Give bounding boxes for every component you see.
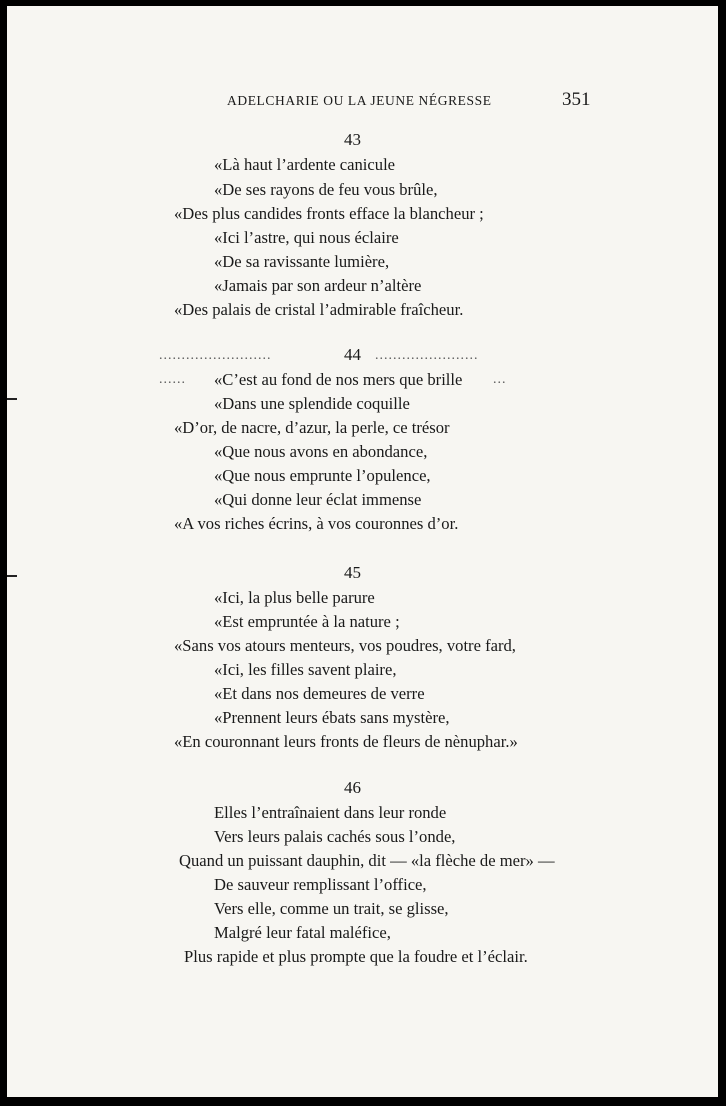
verse-line: «Ici, les filles savent plaire, bbox=[214, 660, 397, 679]
stanza-number: 43 bbox=[344, 130, 361, 149]
verse-line: «Et dans nos demeures de verre bbox=[214, 684, 425, 703]
verse-line: «Que nous emprunte l’opulence, bbox=[214, 466, 431, 485]
verse-line: «Que nous avons en abondance, bbox=[214, 442, 428, 461]
verse-line: «De sa ravissante lumière, bbox=[214, 252, 390, 271]
stanza-number: 46 bbox=[344, 778, 361, 797]
verse-line: «D’or, de nacre, d’azur, la perle, ce trésor bbox=[174, 418, 450, 437]
verse-line: «Ici l’astre, qui nous éclaire bbox=[214, 228, 399, 247]
verse-line: Vers elle, comme un trait, se glisse, bbox=[214, 899, 449, 918]
verse-line: «En couronnant leurs fronts de fleurs de nènuphar.» bbox=[174, 732, 518, 751]
running-title: ADELCHARIE OU LA JEUNE NÉGRESSE bbox=[227, 93, 492, 108]
verse-line: «Est empruntée à la nature ; bbox=[214, 612, 400, 631]
verse-line: «Là haut l’ardente canicule bbox=[214, 155, 396, 174]
verse-line: «Ici, la plus belle parure bbox=[214, 588, 375, 607]
dotted-leader: ....................... bbox=[375, 348, 479, 363]
verse-line: Elles l’entraînaient dans leur ronde bbox=[214, 803, 447, 822]
verse-line: Plus rapide et plus prompte que la foudre et l’éclair. bbox=[184, 947, 528, 966]
verse-line: «Des plus candides fronts efface la blancheur ; bbox=[174, 204, 484, 223]
verse-line: Quand un puissant dauphin, dit — «la flèche de mer» — bbox=[179, 851, 555, 870]
verse-line: Malgré leur fatal maléfice, bbox=[214, 923, 391, 942]
page-header bbox=[7, 89, 718, 113]
margin-mark bbox=[7, 398, 17, 400]
dotted-leader: ... bbox=[493, 372, 507, 387]
verse-line: «Qui donne leur éclat immense bbox=[214, 490, 422, 509]
verse-line: De sauveur remplissant l’office, bbox=[214, 875, 427, 894]
stanza-number: 44 bbox=[344, 345, 361, 364]
page-number: 351 bbox=[562, 89, 591, 110]
verse-line: «Dans une splendide coquille bbox=[214, 394, 410, 413]
margin-mark bbox=[7, 575, 17, 577]
verse-line: «C’est au fond de nos mers que brille bbox=[214, 370, 463, 389]
stanza-number: 45 bbox=[344, 563, 361, 582]
dotted-leader: ...... bbox=[159, 372, 186, 387]
verse-line: «Des palais de cristal l’admirable fraîcheur. bbox=[174, 300, 464, 319]
verse-line: Vers leurs palais cachés sous l’onde, bbox=[214, 827, 456, 846]
verse-line: «Prennent leurs ébats sans mystère, bbox=[214, 708, 450, 727]
dotted-leader: ......................... bbox=[159, 348, 272, 363]
book-page bbox=[7, 6, 718, 1097]
verse-line: «Sans vos atours menteurs, vos poudres, votre fard, bbox=[174, 636, 516, 655]
verse-line: «A vos riches écrins, à vos couronnes d’or. bbox=[174, 514, 459, 533]
verse-line: «Jamais par son ardeur n’altère bbox=[214, 276, 422, 295]
verse-line: «De ses rayons de feu vous brûle, bbox=[214, 180, 438, 199]
